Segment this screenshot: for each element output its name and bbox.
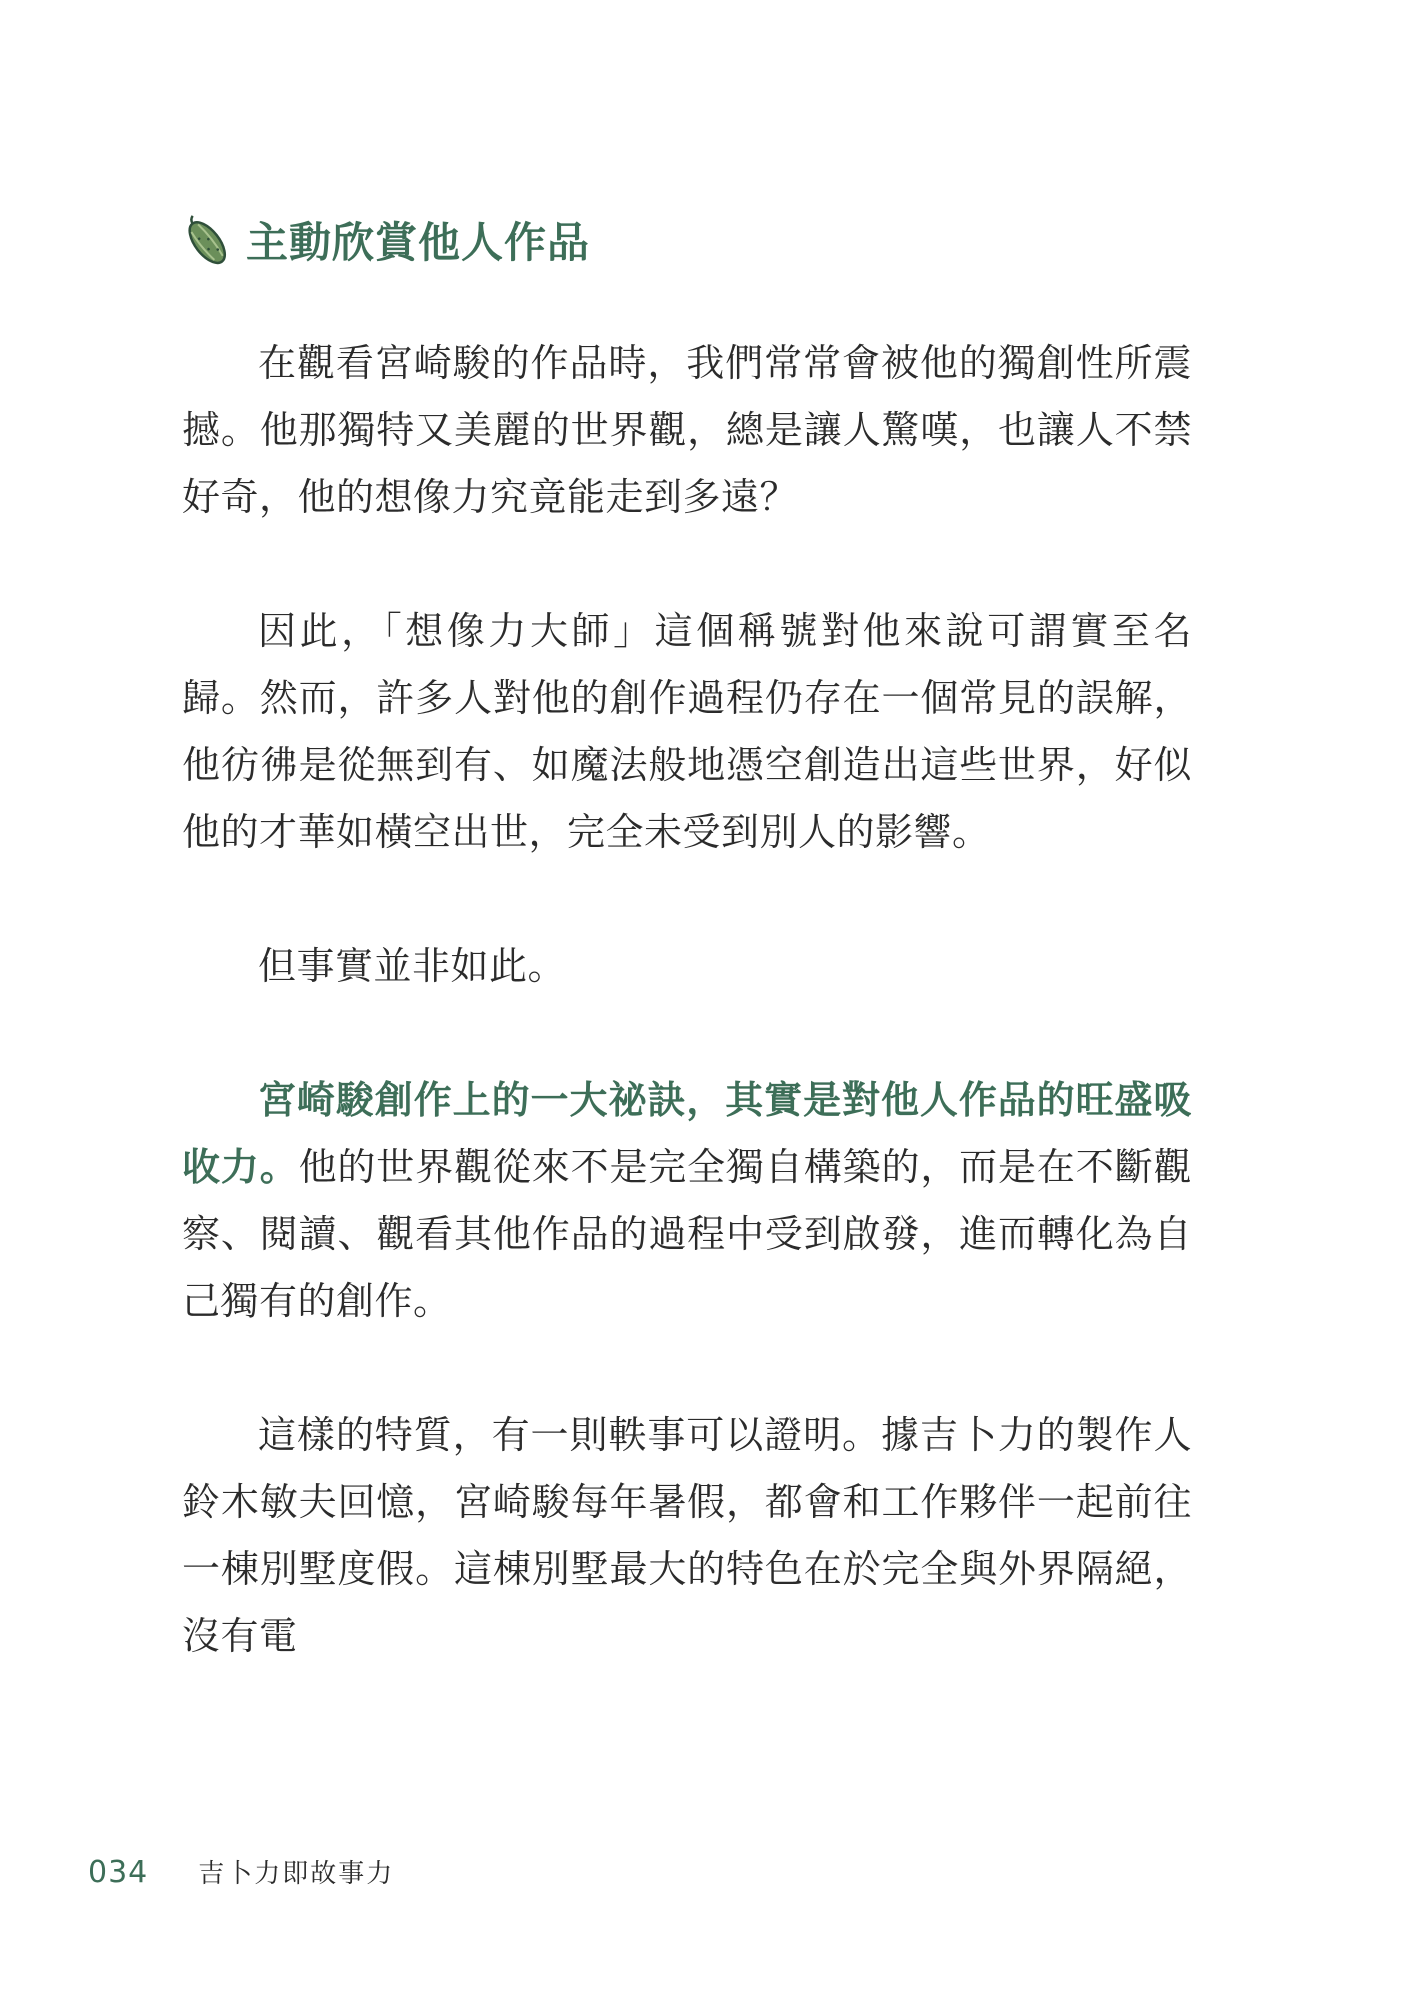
page-number: 034 — [88, 1855, 149, 1890]
paragraph-text: 但事實並非如此。 — [258, 944, 567, 988]
paragraph-text: 在觀看宮崎駿的作品時，我們常常會被他的獨創性所震撼。他那獨特又美麗的世界觀，總是讓人驚嘆，也讓人不禁好奇，他的想像力究竟能走到多遠？ — [182, 341, 1192, 519]
cucumber-icon — [180, 211, 232, 269]
body-text — [182, 330, 1192, 1737]
paragraph-3 — [182, 933, 1192, 1000]
book-title: 吉卜力即故事力 — [198, 1859, 395, 1889]
paragraph-text: 因此，「想像力大師」這個稱號對他來說可謂實至名歸。然而，許多人對他的創作過程仍存在一個常見的誤解，他彷彿是從無到有、如魔法般地憑空創造出這些世界，好似他的才華如橫空出世，完全未受到別人的影響。 — [182, 609, 1192, 854]
section-title: 主動欣賞他人作品 — [246, 218, 591, 267]
highlighted-sentence: 宮崎駿創作上的一大祕訣，其實是對他人作品的旺盛吸收力。 — [182, 1078, 1192, 1189]
paragraph-4 — [182, 1067, 1192, 1335]
paragraph-1 — [182, 330, 1192, 531]
paragraph-text: 他的世界觀從來不是完全獨自構築的，而是在不斷觀察、閱讀、觀看其他作品的過程中受到啟發，進而轉化為自己獨有的創作。 — [182, 1145, 1192, 1323]
paragraph-5 — [182, 1402, 1192, 1670]
paragraph-2 — [182, 598, 1192, 866]
section-heading — [180, 210, 590, 270]
page-footer — [88, 1853, 394, 1890]
paragraph-text: 這樣的特質，有一則軼事可以證明。據吉卜力的製作人鈴木敏夫回憶，宮崎駿每年暑假，都會和工作夥伴一起前往一棟別墅度假。這棟別墅最大的特色在於完全與外界隔絕，沒有電 — [182, 1413, 1192, 1658]
